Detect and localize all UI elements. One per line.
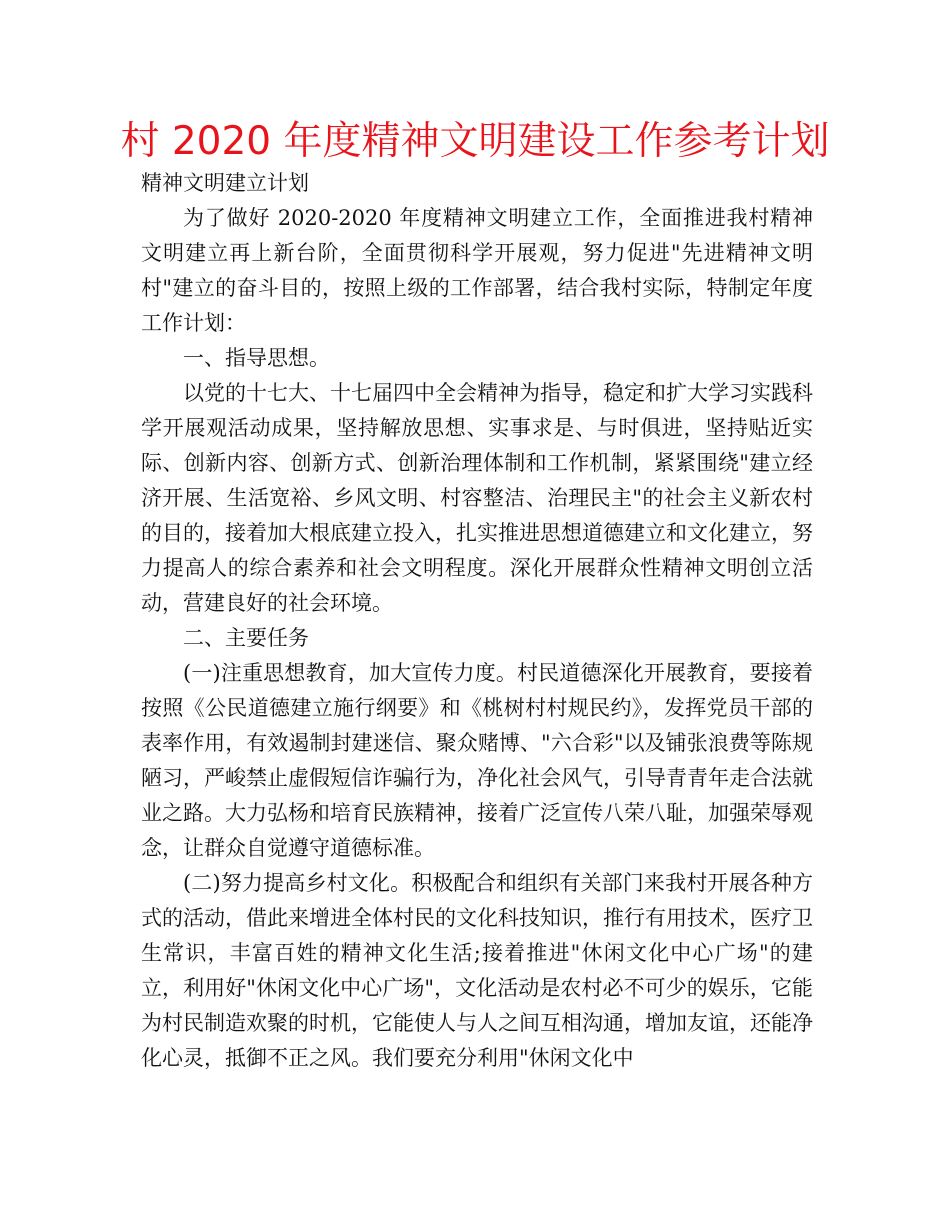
task-two-paragraph: (二)努力提高乡村文化。积极配合和组织有关部门来我村开展各种方式的活动，借此来增进全体村民的文化科技知识，推行有用技术，医疗卫生常识，丰富百姓的精神文化生活;接着推进"休闲文化中心广场"的建立，利用好"休闲文化中心广场"，文化活动是农村必不可少的娱乐，它能为村民制造欢聚的时机，它能使人与人之间互相沟通，增加友谊，还能净化心灵，抵御不正之风。我们要充分利用"休闲文化中 [141, 871, 813, 1070]
section-heading-main-tasks: 二、主要任务 [183, 626, 309, 650]
document-subtitle: 精神文明建立计划 [141, 171, 309, 195]
guiding-thought-paragraph: 以党的十七大、十七届四中全会精神为指导，稳定和扩大学习实践科学开展观活动成果，坚持解放思想、实事求是、与时俱进，坚持贴近实际、创新内容、创新方式、创新治理体制和工作机制，紧紧围绕"建立经济开展、生活宽裕、乡风文明、村容整洁、治理民主"的社会主义新农村的目的，接着加大根底建立投入，扎实推进思想道德建立和文化建立，努力提高人的综合素养和社会文明程度。深化开展群众性精神文明创立活动，营建良好的社会环境。 [141, 381, 813, 615]
section-heading-guiding-thought: 一、指导思想。 [183, 346, 330, 370]
document-title: 村 2020 年度精神文明建设工作参考计划 [120, 119, 830, 164]
document-body [141, 166, 813, 1076]
intro-paragraph: 为了做好 2020-2020 年度精神文明建立工作，全面推进我村精神文明建立再上新台阶，全面贯彻科学开展观，努力促进"先进精神文明村"建立的奋斗目的，按照上级的工作部署，结合我村实际，特制定年度工作计划： [141, 206, 813, 335]
task-one-paragraph: (一)注重思想教育，加大宣传力度。村民道德深化开展教育，要接着按照《公民道德建立施行纲要》和《桃树村村规民约》，发挥党员干部的表率作用，有效遏制封建迷信、聚众赌博、"六合彩"以及铺张浪费等陈规陋习，严峻禁止虚假短信诈骗行为，净化社会风气，引导青青年走合法就业之路。大力弘杨和培育民族精神，接着广泛宣传八荣八耻，加强荣辱观念，让群众自觉遵守道德标准。 [141, 661, 813, 860]
